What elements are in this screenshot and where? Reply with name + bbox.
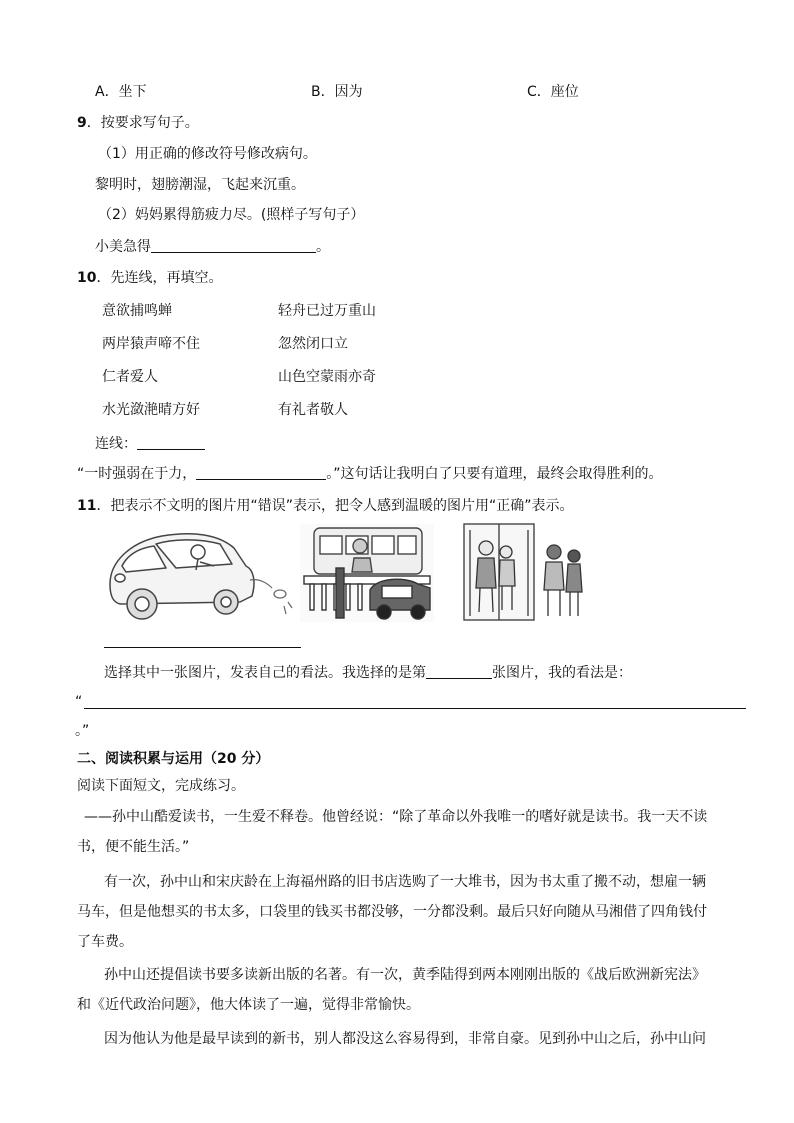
q9-number: 9	[77, 115, 87, 131]
q10-quote-prefix: “一时强弱在于力，	[77, 466, 197, 482]
q10-right-item: 忽然闭口立	[278, 336, 348, 352]
q11-picture-number-blank[interactable]	[426, 664, 492, 679]
q9-heading	[77, 114, 199, 132]
q10-left-item: 仁者爱人	[102, 369, 158, 385]
q10-right-item: 山色空蒙雨亦奇	[278, 369, 376, 385]
q9-answer-blank[interactable]	[151, 238, 316, 253]
q11-heading	[77, 497, 574, 515]
q11-close-quote: 。”	[75, 723, 90, 739]
q9-answer-suffix: 。	[316, 239, 330, 255]
q8-option-a: A．坐下	[95, 84, 147, 100]
passage-line: 马车，但是他想买的书太多，口袋里的钱买书都没够，一分都没剩。最后只好向随从马湘借了四角钱付	[77, 904, 707, 920]
q11-choose-prefix: 选择其中一张图片，发表自己的看法。我选择的是第	[104, 665, 426, 681]
q11-open-quote: “	[75, 694, 83, 710]
passage-line: 有一次，孙中山和宋庆龄在上海福州路的旧书店选购了一大堆书，因为书太重了搬不动，想雇一辆	[104, 874, 706, 890]
q10-connect-blank[interactable]	[137, 435, 205, 450]
q10-connect-label: 连线：	[95, 436, 137, 452]
q11-choose-suffix: 张图片，我的看法是：	[492, 665, 632, 681]
q10-left-item: 两岸猿声啼不住	[102, 336, 200, 352]
passage-line: 因为他认为他是最早读到的新书，别人都没这么容易得到，非常自豪。见到孙中山之后，孙中山问	[104, 1031, 706, 1047]
q11-number: 11	[77, 498, 97, 514]
q11-answer-line[interactable]	[104, 647, 301, 648]
q9-sub1: （1）用正确的修改符号修改病句。	[98, 146, 317, 162]
q11-opinion-line[interactable]	[84, 708, 746, 709]
q11-title: ．把表示不文明的图片用“错误”表示，把令人感到温暖的图片用“正确”表示。	[96, 498, 574, 514]
q10-left-item: 水光潋滟晴方好	[102, 402, 200, 418]
q10-left-item: 意欲捕鸣蝉	[102, 303, 172, 319]
q9-answer-line	[95, 238, 330, 256]
q10-connect-line	[95, 435, 205, 453]
q9-title: ．按要求写句子。	[86, 115, 199, 131]
passage-line: ——孙中山酷爱读书，一生爱不释卷。他曾经说：“除了革命以外我唯一的嗜好就是读书。我一天不读	[84, 809, 708, 825]
passage-line: 孙中山还提倡读书要多读新出版的名著。有一次，黄季陆得到两本刚刚出版的《战后欧洲新宪法》	[104, 967, 706, 983]
car-window-litter-picture	[100, 522, 300, 624]
q10-quote-suffix: 。”这句话让我明白了只要有道理，最终会取得胜利的。	[326, 466, 663, 482]
passage-line: 和《近代政治问题》，他大体读了一遍，觉得非常愉快。	[77, 997, 420, 1013]
elevator-people-picture	[460, 522, 590, 622]
q8-option-b: B．因为	[311, 84, 363, 100]
section2-heading: 二、阅读积累与运用（20 分）	[77, 751, 270, 767]
q8-option-c: C．座位	[527, 84, 579, 100]
q10-quote-line	[77, 465, 663, 483]
q11-choose-line	[104, 664, 632, 682]
q9-sentence: 黎明时，翅膀潮湿，飞起来沉重。	[95, 177, 305, 193]
passage-line: 书，便不能生活。”	[77, 839, 190, 855]
q9-sub2: （2）妈妈累得筋疲力尽。(照样子写句子）	[98, 207, 365, 223]
q10-number: 10	[77, 270, 97, 286]
q10-right-item: 有礼者敬人	[278, 402, 348, 418]
section2-instruction: 阅读下面短文，完成练习。	[77, 778, 245, 794]
q10-heading	[77, 269, 222, 287]
passage-line: 了车费。	[77, 934, 133, 950]
bus-barrier-picture	[300, 524, 434, 622]
q10-title: ．先连线，再填空。	[96, 270, 223, 286]
q10-right-item: 轻舟已过万重山	[278, 303, 376, 319]
q10-quote-blank[interactable]	[196, 465, 326, 480]
q9-answer-prefix: 小美急得	[95, 239, 151, 255]
